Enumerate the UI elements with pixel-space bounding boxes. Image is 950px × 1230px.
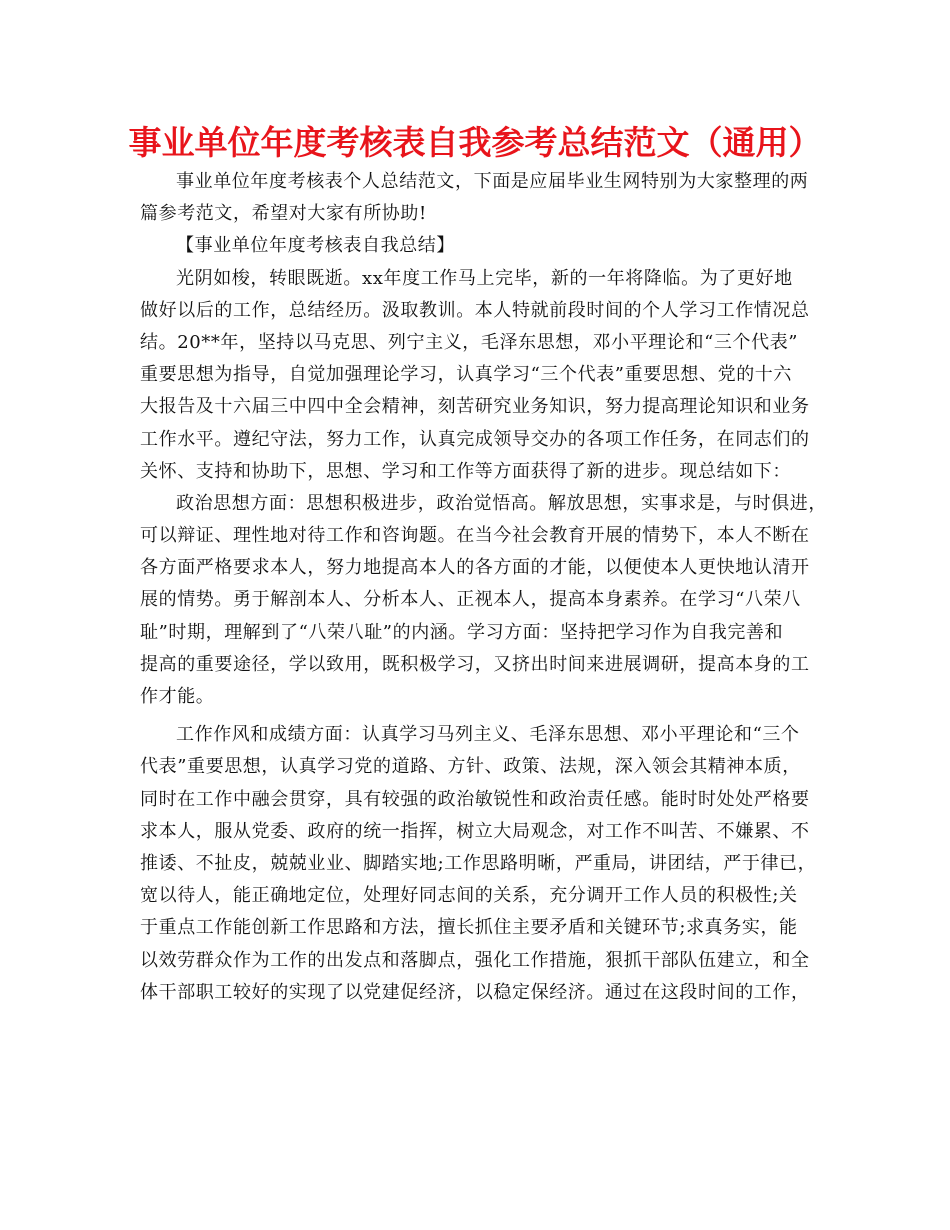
text-line: 可以辩证、理性地对待工作和咨询题。在当今社会教育开展的情势下，本人不断在	[140, 525, 810, 547]
text-line: 光阴如梭，转眼既逝。xx年度工作马上完毕，新的一年将降临。为了更好地	[176, 267, 793, 289]
text-line: 关怀、支持和协助下，思想、学习和工作等方面获得了新的进步。现总结如下：	[140, 460, 791, 482]
section-heading: 【事业单位年度考核表自我总结】	[176, 235, 455, 257]
text-line: 同时在工作中融会贯穿，具有较强的政治敏锐性和政治责任感。能时时处处严格要	[140, 788, 810, 810]
document-body	[140, 166, 827, 1009]
text-line: 以效劳群众作为工作的出发点和落脚点，强化工作措施，狠抓干部队伍建立，和全	[140, 949, 810, 971]
text-line: 结。20**年，坚持以马克思、列宁主义，毛泽东思想，邓小平理论和“三个代表”	[140, 331, 799, 353]
text-line: 作才能。	[140, 686, 215, 707]
section-heading-paragraph	[140, 230, 820, 262]
text-line: 政治思想方面：思想积极进步，政治觉悟高。解放思想，实事求是，与时俱进，	[176, 492, 827, 514]
text-line: 提高的重要途径，学以致用，既积极学习，又挤出时间来进展调研，提高本身的工	[140, 653, 810, 675]
paragraph-1	[140, 263, 820, 488]
text-line: 求本人，服从党委、政府的统一指挥，树立大局观念，对工作不叫苦、不嫌累、不	[140, 820, 810, 842]
text-line: 重要思想为指导，自觉加强理论学习，认真学习“三个代表”重要思想、党的十六	[140, 364, 793, 386]
text-line: 工作作风和成绩方面：认真学习马列主义、毛泽东思想、邓小平理论和“三个	[176, 724, 800, 746]
text-line: 做好以后的工作，总结经历。汲取教训。本人特就前段时间的个人学习工作情况总	[140, 299, 810, 321]
text-line: 篇参考范文，希望对大家有所协助!	[140, 203, 427, 225]
text-line: 体干部职工较好的实现了以党建促经济，以稳定保经济。通过在这段时间的工作，	[140, 981, 810, 1003]
text-line: 大报告及十六届三中四中全会精神，刻苦研究业务知识，努力提高理论知识和业务	[140, 396, 810, 418]
text-line: 事业单位年度考核表个人总结范文，下面是应届毕业生网特别为大家整理的两	[176, 171, 809, 192]
text-line: 宽以待人，能正确地定位，处理好同志间的关系，充分调开工作人员的积极性;关	[140, 885, 798, 907]
paragraph-3	[140, 719, 820, 1009]
text-line: 各方面严格要求本人，努力地提高本人的各方面的才能，以便使本人更快地认清开	[140, 557, 810, 579]
text-line: 代表”重要思想，认真学习党的道路、方针、政策、法规，深入领会其精神本质，	[140, 756, 801, 778]
text-line: 耻”时期，理解到了“八荣八耻”的内涵。学习方面：坚持把学习作为自我完善和	[140, 621, 784, 643]
text-line: 推诿、不扯皮，兢兢业业、脚踏实地;工作思路明晰，严重局，讲团结，严于律已，	[140, 852, 817, 874]
document-title: 事业单位年度考核表自我参考总结范文（通用）	[128, 123, 822, 162]
intro-paragraph	[140, 166, 820, 230]
text-line: 展的情势。勇于解剖本人、分析本人、正视本人，提高本身素养。在学习“八荣八	[140, 589, 801, 611]
text-line: 于重点工作能创新工作思路和方法，擅长抓住主要矛盾和关键环节;求真务实，能	[140, 917, 798, 939]
text-line: 工作水平。遵纪守法，努力工作，认真完成领导交办的各项工作任务，在同志们的	[140, 428, 810, 450]
paragraph-2	[140, 488, 827, 713]
